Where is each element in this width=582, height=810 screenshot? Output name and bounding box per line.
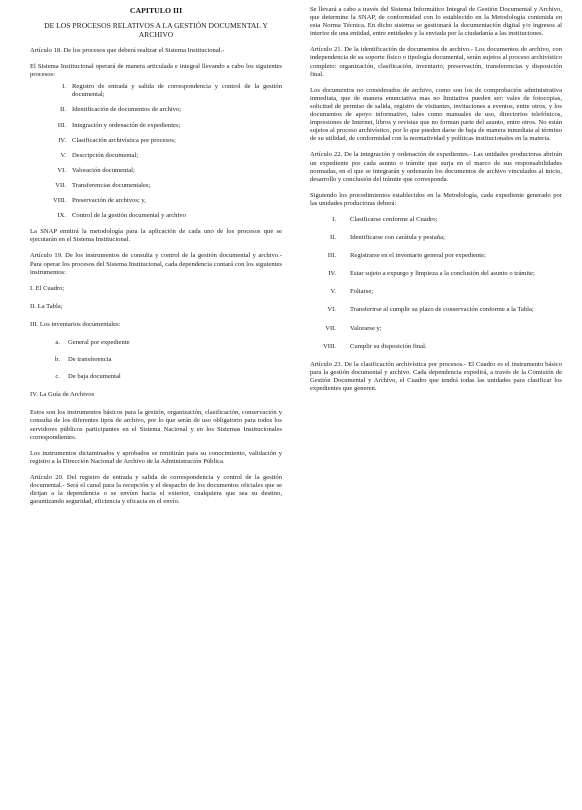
item-number: III. — [327, 252, 336, 260]
list-item — [310, 234, 562, 242]
article-21: Artículo 21. De la identificación de documentos de archivo.- Los documentos de archivo, con independencia de su soporte físico o tipología documental, serán sujetos al proceso archivístico completo: organización, clasificación, inventario, preservación, transferencias y disposición final. — [310, 46, 562, 78]
article-23: Artículo 23. De la clasificación archivística por procesos.- El Cuadro es el instrumento básico para la gestión documental y archivo. Cada dependencia expedirá, a través de la Comisión de Gestión Documental y Archivo, el Cuadro que tendrá todas las unidades para clasificar los expedientes que generen. — [310, 360, 562, 392]
item-number: VIII. — [53, 197, 66, 205]
list-item: I. El Cuadro; — [30, 284, 65, 292]
instrument-list — [30, 285, 282, 329]
item-number: IX. — [57, 212, 66, 220]
article-18-heading: Artículo 18. De los procesos que deberá realizar el Sistema Institucional.- — [30, 47, 225, 54]
system-paragraph: Se llevará a cabo a través del Sistema Informático Integral de Gestión Documental y Archivo, que determine la SNAP, de conformidad con lo establecido en la Metodología contenida en esta Norma Técnica. En dicho sistema se gestionará la documentación digital y/o ingresos al interior de una entidad, entre entidades y la enviada por la ciudadanía a las instituciones. — [310, 6, 562, 38]
chapter-heading: CAPITULO III — [129, 6, 183, 15]
right-column — [310, 6, 562, 401]
list-item: III. Los inventarios documentales: — [30, 320, 121, 328]
item-text: General por expediente — [68, 338, 130, 346]
following-paragraph: Siguiendo los procedimientos establecidos en la Metodología, cada expediente generado por las unidades productoras deberá: — [310, 191, 562, 207]
list-item — [30, 373, 282, 381]
item-number: II. — [329, 234, 336, 242]
list-item — [310, 325, 562, 333]
list-item: IV. La Guía de Archivos — [30, 391, 95, 399]
left-column — [30, 6, 282, 514]
item-text: Transferencias documentales; — [72, 181, 151, 189]
requirement-list — [310, 216, 562, 351]
list-item — [310, 216, 562, 224]
item-number: VII. — [325, 324, 336, 332]
item-number: I. — [332, 215, 336, 223]
item-letter: a. — [55, 338, 60, 346]
list-item — [310, 306, 562, 314]
item-text: Descripción documental; — [72, 151, 139, 159]
article-18 — [30, 47, 282, 55]
item-text: De baja documental — [68, 373, 121, 381]
article-20: Artículo 20. Del registro de entrada y salida de correspondencia y control de la gestión documental.- Será el canal para la recepción y el despacho de los documentos oficiales que se dirijan a la dependencia o se envíen hacia el exterior, cualquiera que sea su destino, garantizando seguridad, eficiencia y eficacia en el envío. — [30, 473, 282, 506]
item-text: Integración y ordenación de expedientes; — [72, 121, 181, 129]
item-text: Registro de entrada y salida de correspondencia y control de la gestión documental; — [72, 83, 282, 99]
item-text: Estar sujeto a expurgo y limpieza a la conclusión del asunto o trámite; — [350, 270, 535, 278]
item-number: V. — [60, 151, 66, 159]
item-text: Preservación de archivos; y, — [72, 197, 146, 205]
chapter-title: DE LOS PROCESOS RELATIVOS A LA GESTIÓN DOCUMENTAL Y ARCHIVO — [44, 21, 268, 39]
item-text: Clasificarse conforme al Cuadro; — [350, 215, 438, 223]
item-text: Identificación de documentos de archivo; — [72, 106, 182, 114]
list-item — [310, 288, 562, 296]
list-item — [30, 83, 282, 99]
list-item: II. La Tabla; — [30, 302, 63, 310]
item-number: V. — [330, 288, 336, 296]
article-22: Artículo 22. De la integración y ordenación de expedientes.- Las unidades productoras abrirán un expediente por cada asunto o trámite que surja en el marco de sus responsabilidades normadas, en el que se integrarán y ordenarán los documentos de archivo vinculados al inicio, desarrollo y conclusión del trámite que corresponda. — [310, 151, 562, 183]
list-item — [30, 167, 282, 175]
item-number: II. — [59, 106, 66, 114]
item-text: Control de la gestión documental y archivo — [72, 212, 186, 220]
item-number: I. — [62, 83, 66, 91]
item-letter: b. — [55, 356, 60, 364]
process-list — [30, 83, 282, 220]
item-number: IV. — [58, 136, 66, 144]
list-item — [30, 356, 282, 364]
list-item — [310, 270, 562, 278]
item-text: Identificarse con carátula y pestaña; — [350, 234, 445, 242]
article-19: Artículo 19. De los instrumentos de consulta y control de la gestión documental y archivo.- Para operar los procesos del Sistema Institucional, cada dependencia contará con los siguientes instrumentos: — [30, 252, 282, 276]
dictated-instruments-paragraph: Los instrumentos dictaminados y aprobados se remitirán para su conocimiento, validación y registro a la Dirección Nacional de Archivo de la Administración Pública. — [30, 449, 282, 465]
list-item — [30, 182, 282, 190]
item-text: Valoración documental; — [72, 166, 135, 174]
list-item — [30, 212, 282, 220]
item-number: VII. — [55, 181, 66, 189]
list-item — [30, 137, 282, 145]
inventory-list — [30, 339, 282, 381]
item-text: Valorarse y; — [350, 324, 382, 332]
list-item — [30, 339, 282, 347]
non-archive-paragraph: Los documentos no considerados de archivo, como son los de comprobación administrativa inmediata, que de manera enunciativa mas no limitativa pueden ser: vales de fotocopias, solicitud de permiso de salida, registro de visitantes, invitaciones a eventos, entre otros, y los documentos de apoyo informativo, tales como manuales de uso, directorios telefónicos, impresiones de Internet, libros y revistas que no forman parte del asunto, entre otros. No están sujetos al proceso archivístico, por lo que pueden darse de baja de manera inmediata al término de su utilidad, de conformidad con la normatividad y políticas institucionales en la materia. — [310, 86, 562, 143]
item-text: Cumplir su disposición final. — [350, 342, 427, 350]
article-18-body: El Sistema Institucional operará de manera articulada e integral llevando a cabo los siguientes procesos: — [30, 63, 282, 79]
item-number: VI. — [327, 306, 336, 314]
snap-paragraph: La SNAP emitirá la metodología para la aplicación de cada uno de los procesos que se ejecutarán en el Sistema Institucional. — [30, 228, 282, 244]
basic-instruments-paragraph: Estos son los instrumentos básicos para la gestión, organización, clasificación, conservación y consulta de los diferentes tipos de archivo, por lo que serán de uso obligatorio para todos los servidores públicos participantes en el Sistema Nacional y en los Sistemas Institucionales correspondientes. — [30, 409, 282, 441]
item-text: Registrarse en el inventario general por expediente; — [350, 252, 486, 260]
item-number: VI. — [57, 166, 66, 174]
instrument-list-continued — [30, 391, 282, 399]
item-number: IV. — [328, 270, 336, 278]
item-text: De transferencia — [68, 356, 112, 364]
list-item — [30, 122, 282, 130]
list-item — [310, 252, 562, 260]
list-item — [310, 343, 562, 351]
item-number: VIII. — [323, 342, 336, 350]
item-number: III. — [57, 121, 66, 129]
item-text: Clasificación archivística por procesos; — [72, 136, 176, 144]
list-item — [30, 152, 282, 160]
item-text: Transferirse al cumplir su plazo de conservación conforme a la Tabla; — [350, 306, 534, 314]
item-text: Foliarse; — [350, 288, 374, 296]
list-item — [30, 197, 282, 205]
item-letter: c. — [55, 373, 60, 381]
list-item — [30, 106, 282, 114]
